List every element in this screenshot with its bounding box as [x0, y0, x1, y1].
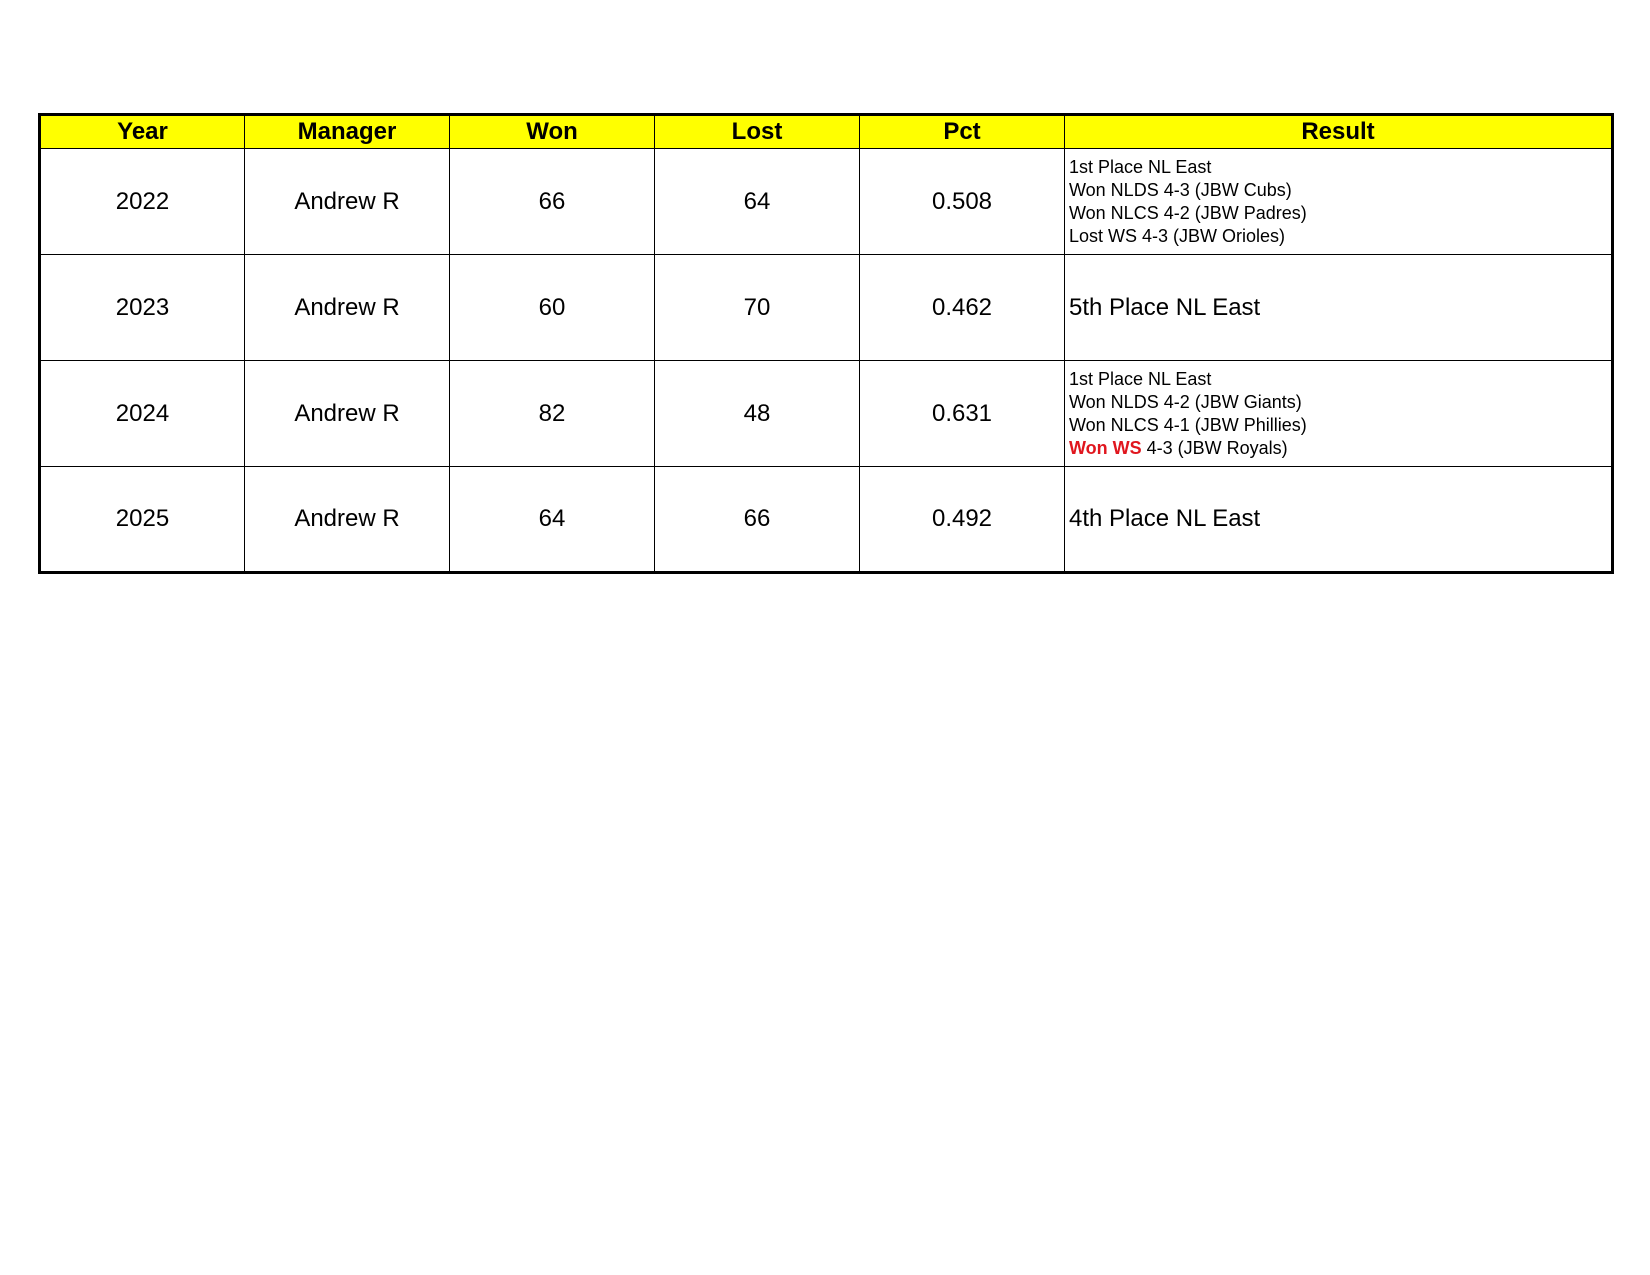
cell-lost: 64: [655, 149, 860, 255]
cell-pct: 0.508: [860, 149, 1065, 255]
cell-lost: 66: [655, 467, 860, 573]
header-row: [40, 115, 1613, 149]
header-year: Year: [40, 115, 245, 149]
cell-won: 60: [450, 255, 655, 361]
season-results-table: [38, 113, 1614, 574]
cell-manager: Andrew R: [245, 255, 450, 361]
cell-won: 66: [450, 149, 655, 255]
header-lost: Lost: [655, 115, 860, 149]
result-line: Lost WS 4-3 (JBW Orioles): [1069, 225, 1286, 246]
result-line: Won NLCS 4-1 (JBW Phillies): [1069, 414, 1307, 435]
result-line: 1st Place NL East: [1069, 156, 1212, 177]
cell-won: 82: [450, 361, 655, 467]
cell-lost: 48: [655, 361, 860, 467]
cell-manager: Andrew R: [245, 149, 450, 255]
result-line-ws: [1069, 437, 1611, 460]
result-line: Won NLDS 4-2 (JBW Giants): [1069, 391, 1302, 412]
cell-won: 64: [450, 467, 655, 573]
table-row: [40, 361, 1613, 467]
header-pct: Pct: [860, 115, 1065, 149]
cell-manager: Andrew R: [245, 467, 450, 573]
cell-year: 2024: [40, 361, 245, 467]
cell-manager: Andrew R: [245, 361, 450, 467]
cell-pct: 0.462: [860, 255, 1065, 361]
result-line: 1st Place NL East: [1069, 368, 1212, 389]
cell-result: [1065, 255, 1613, 361]
result-line: 4th Place NL East: [1069, 505, 1261, 532]
table-row: [40, 149, 1613, 255]
cell-year: 2025: [40, 467, 245, 573]
ws-win-detail: 4-3 (JBW Royals): [1141, 437, 1288, 458]
cell-result: [1065, 467, 1613, 573]
result-line: 5th Place NL East: [1069, 293, 1261, 321]
cell-result: [1065, 149, 1613, 255]
ws-win-highlight: Won WS: [1069, 437, 1142, 458]
header-manager: Manager: [245, 115, 450, 149]
result-line: Won NLDS 4-3 (JBW Cubs): [1069, 179, 1292, 200]
header-won: Won: [450, 115, 655, 149]
cell-year: 2023: [40, 255, 245, 361]
table-row: [40, 467, 1613, 573]
cell-lost: 70: [655, 255, 860, 361]
cell-year: 2022: [40, 149, 245, 255]
cell-result: [1065, 361, 1613, 467]
result-line: Won NLCS 4-2 (JBW Padres): [1069, 202, 1307, 223]
table-row: [40, 255, 1613, 361]
cell-pct: 0.492: [860, 467, 1065, 573]
cell-pct: 0.631: [860, 361, 1065, 467]
header-result: Result: [1065, 115, 1613, 149]
